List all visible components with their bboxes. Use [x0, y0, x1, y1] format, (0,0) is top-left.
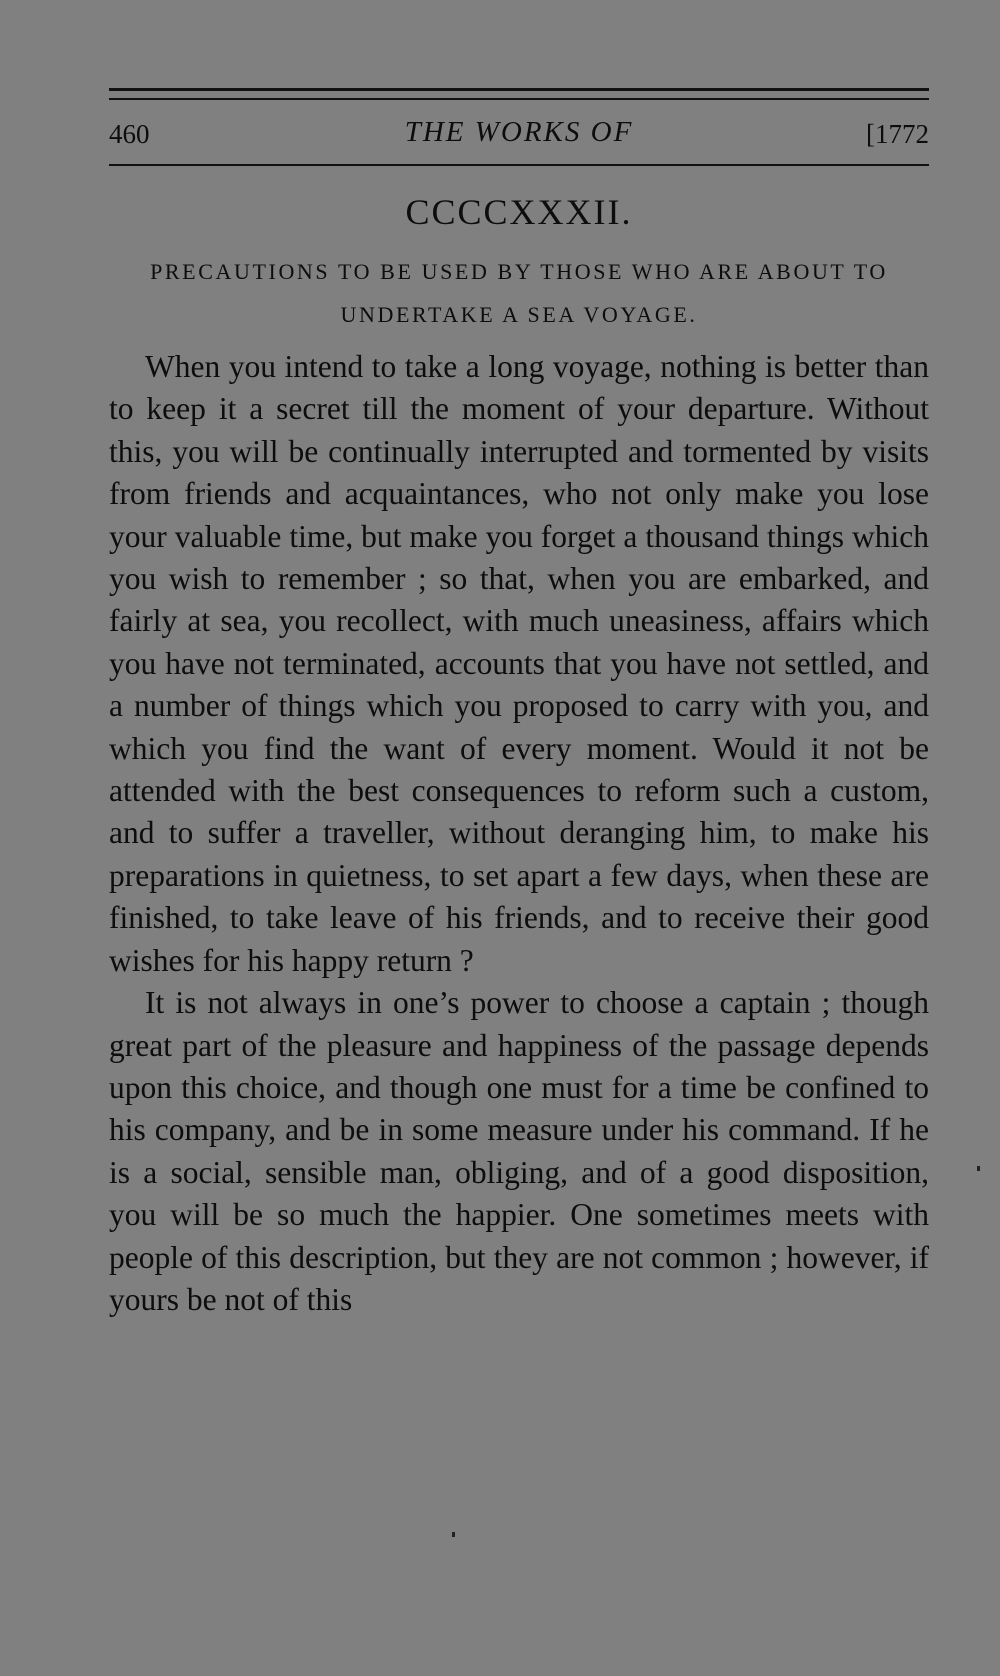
scan-speck — [977, 1166, 980, 1171]
paragraph-1: When you intend to take a long voyage, nothing is better than to keep it a secret till the moment of your departure. Without this, you will be continually interrupted and tormented by visits from friends and acquaintances, who not only make you lose your valuable time, but make you forget a thousand things which you wish to remember ; so that, when you are embarked, and fairly at sea, you recollect, with much uneasiness, affairs which you have not terminated, accounts that you have not settled, and a number of things which you proposed to carry with you, and which you find the want of every moment. Would it not be attended with the best consequences to reform such a custom, and to suffer a traveller, without deranging him, to make his preparations in quietness, to set apart a few days, when these are finished, to take leave of his friends, and to receive their good wishes for his happy return ? — [109, 349, 929, 978]
year-mark: [1772 — [866, 119, 929, 149]
running-title: THE WORKS OF — [404, 116, 634, 148]
page-number: 460 — [109, 119, 150, 149]
scan-speck — [452, 1532, 455, 1537]
body-text — [109, 346, 929, 1321]
letter-numeral: CCCCXXXII. — [405, 192, 633, 232]
paragraph-2: It is not always in one’s power to choose a captain ; though great part of the pleasure and happiness of the passage depends upon this choice, and though one must for a time be confined to his company, and be in some measure under his command. If he is a social, sensible man, obliging, and of a good disposition, you will be so much the happier. One sometimes meets with people of this description, but they are not common ; however, if yours be not of this — [109, 985, 929, 1317]
running-head — [109, 100, 929, 164]
letter-heading: PRECAUTIONS TO BE USED BY THOSE WHO ARE ABOUT TO UNDERTAKE A SEA VOYAGE. — [150, 259, 888, 327]
book-page — [109, 88, 929, 1321]
top-rule — [109, 88, 929, 91]
header-rule — [109, 164, 929, 166]
